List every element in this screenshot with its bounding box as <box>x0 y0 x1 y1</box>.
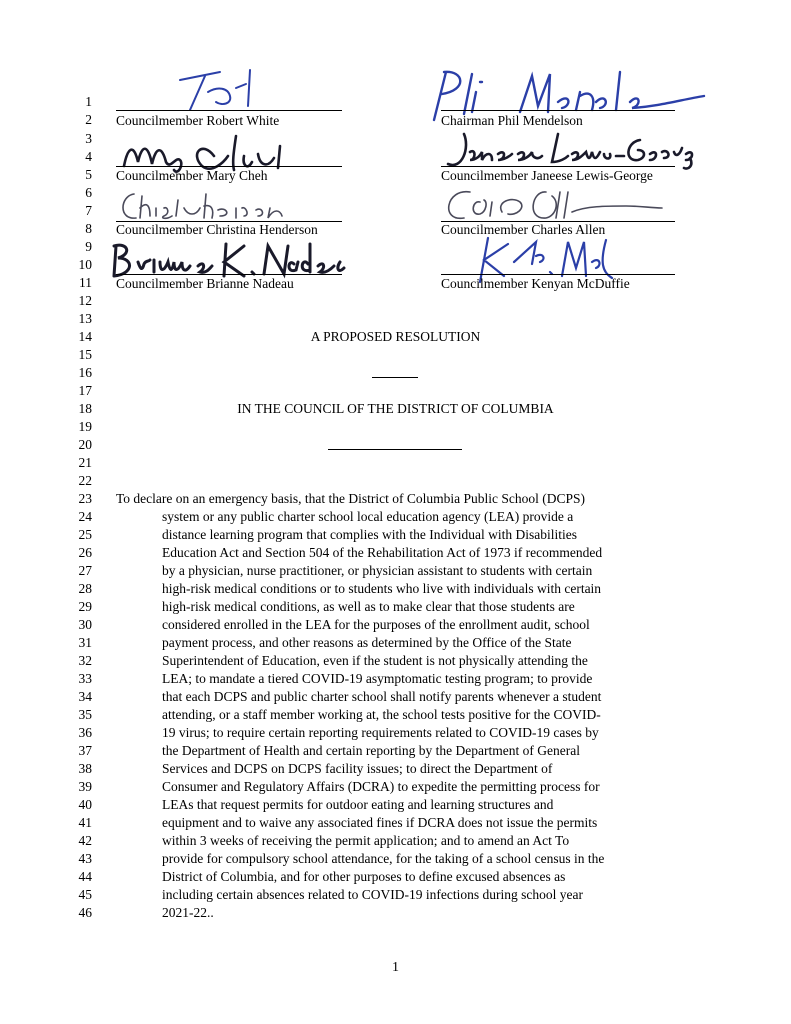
line-number: 1 <box>85 94 92 109</box>
line-number: 31 <box>78 635 92 650</box>
body-line: Education Act and Section 504 of the Rehabilitation Act of 1973 if recommended <box>162 545 603 560</box>
signatory-name: Councilmember Charles Allen <box>441 222 606 237</box>
page-number: 1 <box>392 960 399 975</box>
body-line: 19 virus; to require certain reporting requirements related to COVID-19 cases by <box>162 725 599 740</box>
line-number: 19 <box>78 419 92 434</box>
line-number: 40 <box>78 797 92 812</box>
body-line: high-risk medical conditions, as well as to make clear that those students are <box>162 599 575 614</box>
signature-line <box>441 274 675 275</box>
line-number: 28 <box>78 581 92 596</box>
body-line: distance learning program that complies with the Individual with Disabilities <box>162 527 578 542</box>
line-number: 7 <box>85 203 92 218</box>
body-line: 2021-22.. <box>162 905 214 920</box>
signatory-name: Councilmember Mary Cheh <box>116 168 268 183</box>
line-number: 27 <box>78 563 92 578</box>
line-number: 39 <box>78 779 92 794</box>
line-number: 22 <box>78 473 92 488</box>
body-line: LEA; to mandate a tiered COVID-19 asymptomatic testing program; to provide <box>162 671 593 686</box>
line-number: 24 <box>78 509 92 524</box>
body-line: high-risk medical conditions or to students who live with individuals with certain <box>162 581 602 596</box>
line-number: 44 <box>78 869 92 884</box>
line-number: 29 <box>78 599 92 614</box>
signatory-name: Councilmember Janeese Lewis-George <box>441 168 653 183</box>
line-number: 18 <box>78 401 92 416</box>
line-number: 43 <box>78 851 92 866</box>
body-line: that each DCPS and public charter school shall notify parents whenever a student <box>162 689 602 704</box>
line-number: 36 <box>78 725 92 740</box>
line-number: 8 <box>85 221 92 236</box>
line-number: 35 <box>78 707 92 722</box>
line-number: 41 <box>78 815 92 830</box>
short-divider <box>372 377 418 378</box>
body-line: within 3 weeks of receiving the permit application; and to amend an Act To <box>162 833 570 848</box>
signatory-name: Councilmember Robert White <box>116 113 280 128</box>
line-number: 15 <box>78 347 92 362</box>
body-line: including certain absences related to COVID-19 infections during school year <box>162 887 583 902</box>
body-line: attending, or a staff member working at, the school tests positive for the COVID- <box>162 707 601 722</box>
signatory-name: Councilmember Christina Henderson <box>116 222 318 237</box>
line-number: 26 <box>78 545 92 560</box>
line-number: 10 <box>78 257 92 272</box>
line-number: 11 <box>79 275 92 290</box>
body-line: by a physician, nurse practitioner, or physician assistant to students with certain <box>162 563 593 578</box>
signatory-name: Chairman Phil Mendelson <box>441 113 583 128</box>
body-line: payment process, and other reasons as determined by the Office of the State <box>162 635 572 650</box>
line-number: 5 <box>85 167 92 182</box>
line-number: 46 <box>78 905 92 920</box>
line-number: 37 <box>78 743 92 758</box>
line-number: 13 <box>78 311 92 326</box>
signature-line <box>116 166 342 167</box>
line-number: 33 <box>78 671 92 686</box>
body-line: provide for compulsory school attendance, for the taking of a school census in the <box>162 851 605 866</box>
line-number: 42 <box>78 833 92 848</box>
line-number: 38 <box>78 761 92 776</box>
signature-line <box>116 274 342 275</box>
signature-line <box>441 110 675 111</box>
line-number: 6 <box>85 185 92 200</box>
line-number: 12 <box>78 293 92 308</box>
line-number: 34 <box>78 689 92 704</box>
body-line: Superintendent of Education, even if the student is not physically attending the <box>162 653 588 668</box>
body-line: considered enrolled in the LEA for the purposes of the enrollment audit, school <box>162 617 590 632</box>
council-heading: IN THE COUNCIL OF THE DISTRICT OF COLUMBIA <box>237 401 554 416</box>
signature-line <box>441 166 675 167</box>
long-divider <box>328 449 462 450</box>
line-number: 9 <box>85 239 92 254</box>
document-heading: A PROPOSED RESOLUTION <box>310 329 481 344</box>
line-number: 17 <box>78 383 92 398</box>
line-number: 45 <box>78 887 92 902</box>
line-number: 30 <box>78 617 92 632</box>
line-number: 3 <box>85 131 92 146</box>
line-number: 25 <box>78 527 92 542</box>
signature-line <box>116 110 342 111</box>
line-number: 21 <box>78 455 92 470</box>
body-line: LEAs that request permits for outdoor eating and learning structures and <box>162 797 554 812</box>
signature-robert-white <box>150 58 280 118</box>
signatory-name: Councilmember Kenyan McDuffie <box>441 276 630 291</box>
body-line: system or any public charter school local education agency (LEA) provide a <box>162 509 574 524</box>
line-number: 16 <box>78 365 92 380</box>
body-line: Consumer and Regulatory Affairs (DCRA) to expedite the permitting process for <box>162 779 600 794</box>
signatory-name: Councilmember Brianne Nadeau <box>116 276 294 291</box>
body-line: Services and DCPS on DCPS facility issues; to direct the Department of <box>162 761 553 776</box>
line-number: 20 <box>78 437 92 452</box>
line-number: 4 <box>85 149 92 164</box>
body-line: To declare on an emergency basis, that the District of Columbia Public School (DCPS) <box>116 491 585 506</box>
body-line: District of Columbia, and for other purposes to define excused absences as <box>162 869 566 884</box>
body-line: the Department of Health and certain reporting by the Department of General <box>162 743 580 758</box>
line-number: 14 <box>78 329 92 344</box>
body-line: equipment and to waive any associated fines if DCRA does not issue the permits <box>162 815 598 830</box>
line-number: 32 <box>78 653 92 668</box>
line-number: 23 <box>78 491 92 506</box>
line-number: 2 <box>85 112 92 127</box>
signature-christina-henderson <box>116 186 316 226</box>
